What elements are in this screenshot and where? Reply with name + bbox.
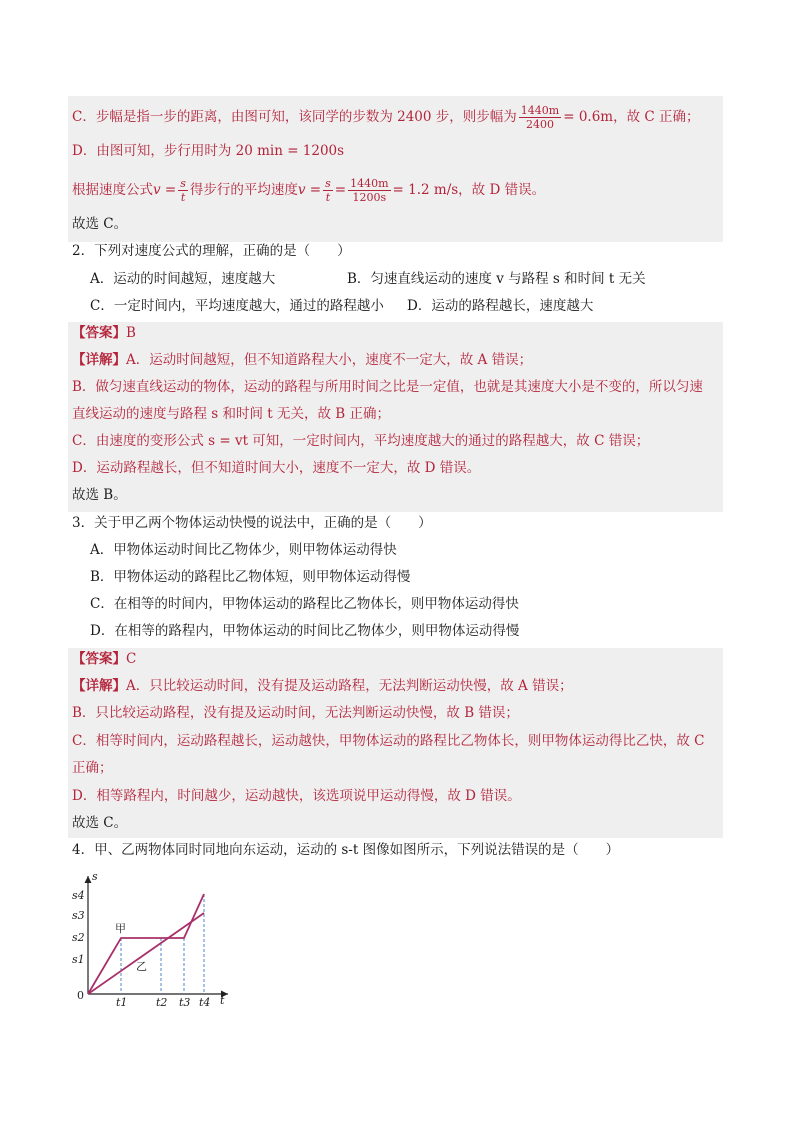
q2-stem: 2．下列对速度公式的理解，正确的是（ ） [72, 243, 351, 259]
y-tick-s2: s2 [72, 931, 85, 944]
st-graph [68, 866, 238, 1008]
q3-option-d: D．在相等的路程内，甲物体运动的时间比乙物体少，则甲物体运动得慢 [90, 623, 520, 639]
q3-option-a: A．甲物体运动时间比乙物体少，则甲物体运动得快 [90, 542, 397, 558]
speed-value-fraction: $\frac{1440m}{1200s}$ [350, 177, 389, 204]
x-tick-t4: t4 [199, 996, 211, 1008]
x-axis-label: t [220, 994, 225, 1007]
q1-option-d-explanation: D．由图可知，步行用时为 20 min = 1200s [72, 143, 345, 159]
q3-detail-c-line1: C．相等时间内，运动路程越长，运动越快，甲物体运动的路程比乙物体长，则甲物体运动得比乙快，故 C [72, 733, 705, 749]
q2-detail-b-line2: 直线运动的速度与路程 s 和时间 t 无关，故 B 正确； [72, 406, 391, 422]
q2-option-d: D．运动的路程越长，速度越大 [407, 298, 594, 314]
line-jia [88, 894, 204, 994]
q2-option-a: A．运动的时间越短，速度越大 [90, 271, 276, 287]
q2-answer: 【答案】B [72, 325, 136, 341]
q2-detail-d: D．运动路程越长，但不知道时间大小，速度不一定大，故 D 错误。 [72, 460, 481, 476]
step-length-fraction: $\frac{1440m}{2400}$ [520, 104, 560, 131]
y-tick-s1: s1 [72, 953, 85, 966]
q1-conclusion: 故选 C。 [72, 216, 128, 232]
q3-option-c: C．在相等的时间内，甲物体运动的路程比乙物体长，则甲物体运动得快 [90, 596, 519, 612]
speed-formula-fraction-2: $\frac{s}{t}$ [325, 177, 331, 204]
q2-option-b: B．匀速直线运动的速度 v 与路程 s 和时间 t 无关 [347, 271, 646, 287]
label-jia: 甲 [115, 922, 126, 935]
x-tick-t1: t1 [116, 996, 128, 1008]
x-tick-t3: t3 [179, 996, 191, 1008]
q3-detail-d: D．相等路程内，时间越少，运动越快，该选项说甲运动得慢，故 D 错误。 [72, 788, 521, 804]
q1-speed-formula-line: 根据速度公式v = $\frac{s}{t}$ 得步行的平均速度v = $\frac{s}{t}$ = $\frac{1440m}{1200s}$ = 1.2 m/s，故 D 错误。 [72, 177, 546, 204]
y-tick-s3: s3 [72, 909, 85, 922]
q2-detail-a: 【详解】A．运动时间越短，但不知道路程大小，速度不一定大，故 A 错误； [72, 352, 533, 368]
speed-formula-fraction: $\frac{s}{t}$ [180, 177, 186, 204]
q4-stem: 4．甲、乙两物体同时同地向东运动，运动的 s-t 图像如图所示，下列说法错误的是（ ） [72, 842, 620, 858]
q3-answer: 【答案】C [72, 651, 137, 667]
y-tick-s4: s4 [72, 889, 85, 902]
line-yi [88, 913, 204, 994]
x-tick-t2: t2 [156, 996, 168, 1008]
y-axis-label: s [92, 870, 98, 883]
q2-detail-b-line1: B．做匀速直线运动的物体，运动的路程与所用时间之比是一定值，也就是其速度大小是不变的，所以匀速 [72, 379, 703, 395]
origin-label: 0 [77, 989, 84, 1002]
q3-detail-b: B．只比较运动路程，没有提及运动时间，无法判断运动快慢，故 B 错误； [72, 705, 519, 721]
q2-conclusion: 故选 B。 [72, 487, 127, 503]
label-yi: 乙 [136, 960, 147, 973]
q3-detail-c-line2: 正确； [72, 760, 113, 776]
q1-option-c-explanation: C．步幅是指一步的距离，由图可知，该同学的步数为 2400 步，则步幅为 $\frac{1440m}{2400}$ = 0.6m，故 C 正确； [72, 104, 700, 131]
q3-stem: 3．关于甲乙两个物体运动快慢的说法中，正确的是（ ） [72, 515, 432, 531]
q3-conclusion: 故选 C。 [72, 815, 128, 831]
q2-option-c: C．一定时间内，平均速度越大，通过的路程越小 [90, 298, 384, 314]
q3-detail-a: 【详解】A．只比较运动时间，没有提及运动路程，无法判断运动快慢，故 A 错误； [72, 678, 573, 694]
q3-option-b: B．甲物体运动的路程比乙物体短，则甲物体运动得慢 [90, 569, 411, 585]
q2-detail-c: C．由速度的变形公式 s = vt 可知，一定时间内，平均速度越大的通过的路程越大，故 C 错误； [72, 433, 650, 449]
